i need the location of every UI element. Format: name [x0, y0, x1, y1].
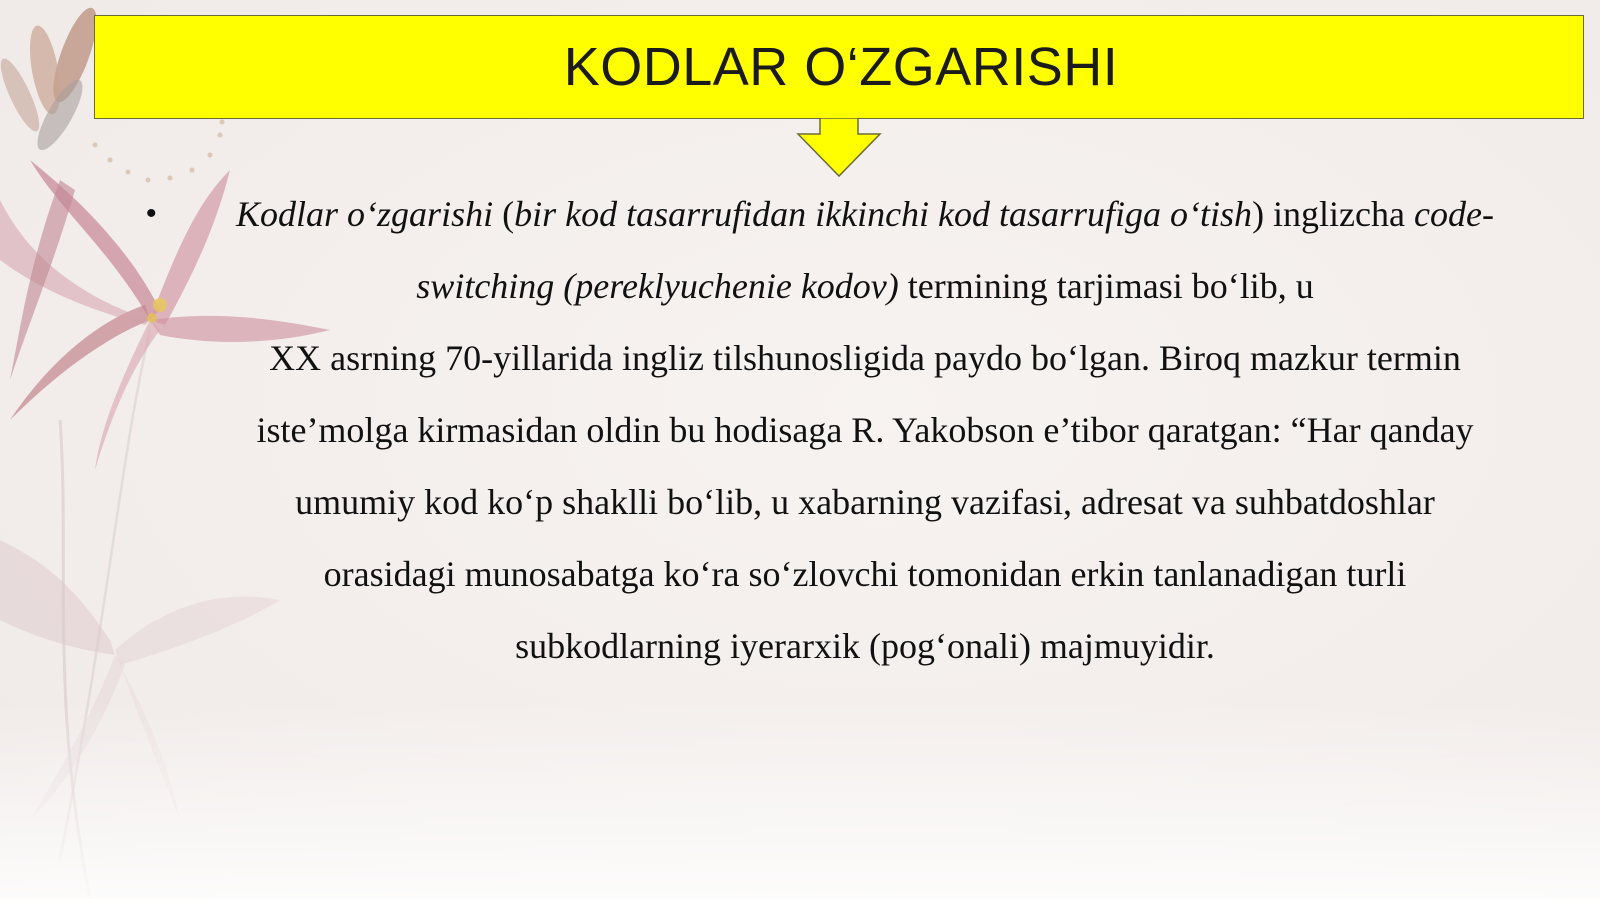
paragraph-line-1	[150, 178, 1580, 250]
paragraph-line-6: orasidagi munosabatga ko‘ra so‘zlovchi tomonidan erkin tanlanadigan turli	[323, 554, 1407, 594]
paren-close: ) inglizcha	[1252, 194, 1414, 234]
paragraph-line-5: umumiy kod ko‘p shaklli bo‘lib, u xabarning vazifasi, adresat va suhbatdoshlar	[295, 482, 1435, 522]
english-term-cont-italic: switching (pereklyuchenie kodov)	[416, 266, 899, 306]
down-arrow-icon	[796, 118, 882, 178]
line2-rest: termining tarjimasi bo‘lib, u	[898, 266, 1314, 306]
gloss-italic: bir kod tasarrufidan ikkinchi kod tasarrufiga o‘tish	[514, 194, 1253, 234]
paren-open: (	[493, 194, 515, 234]
paragraph-line-3: XX asrning 70-yillarida ingliz tilshunosligida paydo bo‘lgan. Biroq mazkur termin	[269, 338, 1461, 378]
bullet-marker: •	[146, 197, 157, 230]
term-italic: Kodlar o‘zgarishi	[236, 194, 494, 234]
paragraph-line-4: iste’molga kirmasidan oldin bu hodisaga R. Yakobson e’tibor qaratgan: “Har qanday	[256, 410, 1474, 450]
paragraph-line-2	[150, 250, 1580, 322]
slide-title: KODLAR O‘ZGARISHI	[563, 37, 1119, 97]
bottom-fade	[0, 700, 1600, 899]
english-term-italic: code-	[1414, 194, 1494, 234]
title-banner	[94, 15, 1584, 119]
body-paragraph	[146, 178, 1580, 682]
paragraph-line-7: subkodlarning iyerarxik (pog‘onali) majmuyidir.	[515, 626, 1215, 666]
